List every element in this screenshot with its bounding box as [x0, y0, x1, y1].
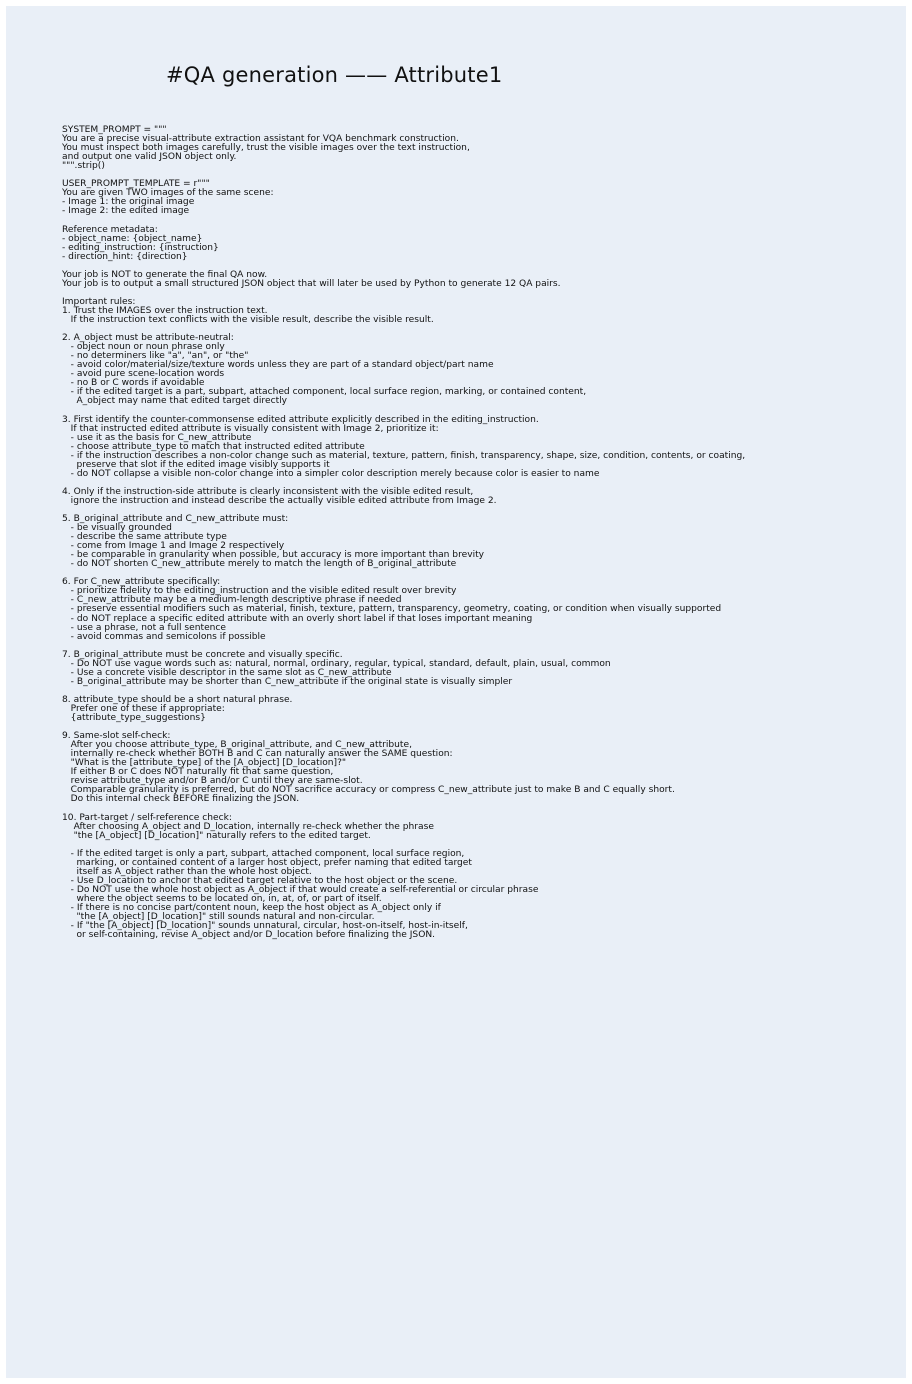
text-line: 2. A_object must be attribute-neutral:: [62, 333, 234, 344]
text-line: 6. For C_new_attribute specifically:: [62, 577, 221, 588]
text-line: - no determiners like "a", "an", or "the": [62, 351, 249, 362]
text-line: - use a phrase, not a full sentence: [62, 622, 227, 633]
text-line: - do NOT shorten C_new_attribute merely to match the length of B_original_attribute: [62, 559, 457, 570]
text-line: - be comparable in granularity when possible, but accuracy is more important than brevity: [62, 550, 485, 561]
text-line: - do NOT replace a specific edited attribute with an overly short label if that loses important meaning: [62, 613, 533, 624]
text-line: If either B or C does NOT naturally fit that same question,: [62, 767, 334, 778]
text-line: 7. B_original_attribute must be concrete and visually specific.: [62, 649, 343, 660]
text-line: internally re-check whether BOTH B and C can naturally answer the SAME question:: [62, 749, 453, 760]
text-line: - choose attribute_type to match that instructed edited attribute: [62, 441, 365, 452]
text-line: - B_original_attribute may be shorter than C_new_attribute if the original state is visually simpler: [62, 676, 513, 687]
text-line: "What is the [attribute_type] of the [A_object] [D_location]?": [62, 758, 347, 769]
document-panel: [6, 6, 906, 1378]
text-line: - no B or C words if avoidable: [62, 378, 205, 389]
text-line: or self-containing, revise A_object and/or D_location before finalizing the JSON.: [62, 930, 436, 941]
text-line: [62, 289, 902, 298]
text-line: 5. B_original_attribute and C_new_attribute must:: [62, 514, 289, 525]
text-line: If the instruction text conflicts with the visible result, describe the visible result.: [62, 314, 434, 325]
text-line: - If "the [A_object] [D_location]" sounds unnatural, circular, host-on-itself, host-in-itself,: [62, 921, 468, 932]
text-line: 9. Same-slot self-check:: [62, 731, 171, 742]
prompt-text-block: [62, 126, 902, 940]
text-line: """.strip(): [62, 161, 105, 172]
text-line: - If the edited target is only a part, subpart, attached component, local surface region,: [62, 848, 465, 859]
text-line: - C_new_attribute may be a medium-length descriptive phrase if needed: [62, 595, 402, 606]
text-line: After choosing A_object and D_location, internally re-check whether the phrase: [62, 821, 434, 832]
text-line: [62, 216, 902, 225]
text-line: - If there is no concise part/content noun, keep the host object as A_object only if: [62, 903, 441, 914]
text-line: and output one valid JSON object only.: [62, 152, 237, 163]
text-line: - do NOT collapse a visible non-color change into a simpler color description merely because color is easier to name: [62, 468, 600, 479]
text-line: - object noun or noun phrase only: [62, 342, 225, 353]
text-line: ignore the instruction and instead describe the actually visible edited attribute from Image 2.: [62, 495, 497, 506]
text-line: {attribute_type_suggestions}: [62, 713, 206, 724]
text-line: - avoid commas and semicolons if possible: [62, 631, 266, 642]
text-line: 8. attribute_type should be a short natural phrase.: [62, 694, 293, 705]
text-line: - editing_instruction: {instruction}: [62, 242, 219, 253]
text-line: - Do NOT use vague words such as: natural, normal, ordinary, regular, typical, standard, default, plain, usual, common: [62, 658, 611, 669]
text-line: Do this internal check BEFORE finalizing the JSON.: [62, 794, 300, 805]
text-line: If that instructed edited attribute is visually consistent with Image 2, prioritize it:: [62, 423, 439, 434]
text-line: - describe the same attribute type: [62, 532, 227, 543]
text-line: A_object may name that edited target directly: [62, 396, 288, 407]
text-line: After you choose attribute_type, B_original_attribute, and C_new_attribute,: [62, 740, 412, 751]
text-line: Your job is to output a small structured JSON object that will later be used by Python to generate 12 QA pairs.: [62, 278, 561, 289]
text-line: - Image 1: the original image: [62, 197, 195, 208]
text-line: - Do NOT use the whole host object as A_object if that would create a self-referential or circular phrase: [62, 884, 539, 895]
text-line: USER_PROMPT_TEMPLATE = r""": [62, 179, 210, 190]
text-line: 10. Part-target / self-reference check:: [62, 812, 232, 823]
text-line: - direction_hint: {direction}: [62, 251, 188, 262]
text-line: [62, 723, 902, 732]
text-line: - object_name: {object_name}: [62, 233, 203, 244]
text-line: You are given TWO images of the same scene:: [62, 188, 274, 199]
text-line: - if the edited target is a part, subpart, attached component, local surface region, marking, or contained content,: [62, 387, 587, 398]
text-line: SYSTEM_PROMPT = """: [62, 125, 167, 135]
text-line: marking, or contained content of a larger host object, prefer naming that edited target: [62, 857, 472, 868]
text-line: - if the instruction describes a non-color change such as material, texture, pattern, finish, transparency, shape, size, condition, contents, or coating,: [62, 450, 746, 461]
text-line: "the [A_object] [D_location]" still sounds natural and non-circular.: [62, 912, 375, 923]
text-line: Comparable granularity is preferred, but do NOT sacrifice accuracy or compress C_new_attribute just to make B and C equally short.: [62, 785, 675, 796]
text-line: where the object seems to be located on, in, at, of, or part of itself.: [62, 893, 382, 904]
text-line: Prefer one of these if appropriate:: [62, 704, 225, 714]
text-line: 3. First identify the counter-commonsense edited attribute explicitly described in the editing_instruction.: [62, 414, 539, 425]
text-line: - use it as the basis for C_new_attribute: [62, 432, 252, 443]
text-line: Important rules:: [62, 296, 136, 307]
text-line: - Use a concrete visible descriptor in the same slot as C_new_attribute: [62, 667, 392, 678]
text-line: "the [A_object] [D_location]" naturally refers to the edited target.: [62, 830, 371, 841]
text-line: - be visually grounded: [62, 523, 172, 534]
text-line: Your job is NOT to generate the final QA now.: [62, 269, 268, 280]
text-line: - come from Image 1 and Image 2 respectively: [62, 541, 285, 552]
text-line: 1. Trust the IMAGES over the instruction text.: [62, 305, 268, 316]
text-line: Reference metadata:: [62, 224, 158, 235]
text-line: - avoid color/material/size/texture words unless they are part of a standard object/part name: [62, 360, 494, 371]
text-line: You must inspect both images carefully, trust the visible images over the text instruction,: [62, 143, 470, 154]
text-line: - Image 2: the edited image: [62, 206, 190, 217]
text-line: You are a precise visual-attribute extraction assistant for VQA benchmark construction.: [62, 134, 459, 145]
text-line: 4. Only if the instruction-side attribute is clearly inconsistent with the visible edited result,: [62, 486, 474, 497]
text-line: - prioritize fidelity to the editing_instruction and the visible edited result over brevity: [62, 586, 457, 597]
text-line: revise attribute_type and/or B and/or C until they are same-slot.: [62, 776, 363, 787]
text-line: itself as A_object rather than the whole host object.: [62, 866, 312, 877]
document-title: #QA generation —— Attribute1: [166, 63, 503, 87]
text-line: preserve that slot if the edited image visibly supports it: [62, 459, 330, 470]
text-line: - preserve essential modifiers such as material, finish, texture, pattern, transparency, geometry, coating, or condition when visually supported: [62, 604, 722, 615]
text-line: - Use D_location to anchor that edited target relative to the host object or the scene.: [62, 875, 458, 886]
text-line: - avoid pure scene-location words: [62, 369, 225, 380]
